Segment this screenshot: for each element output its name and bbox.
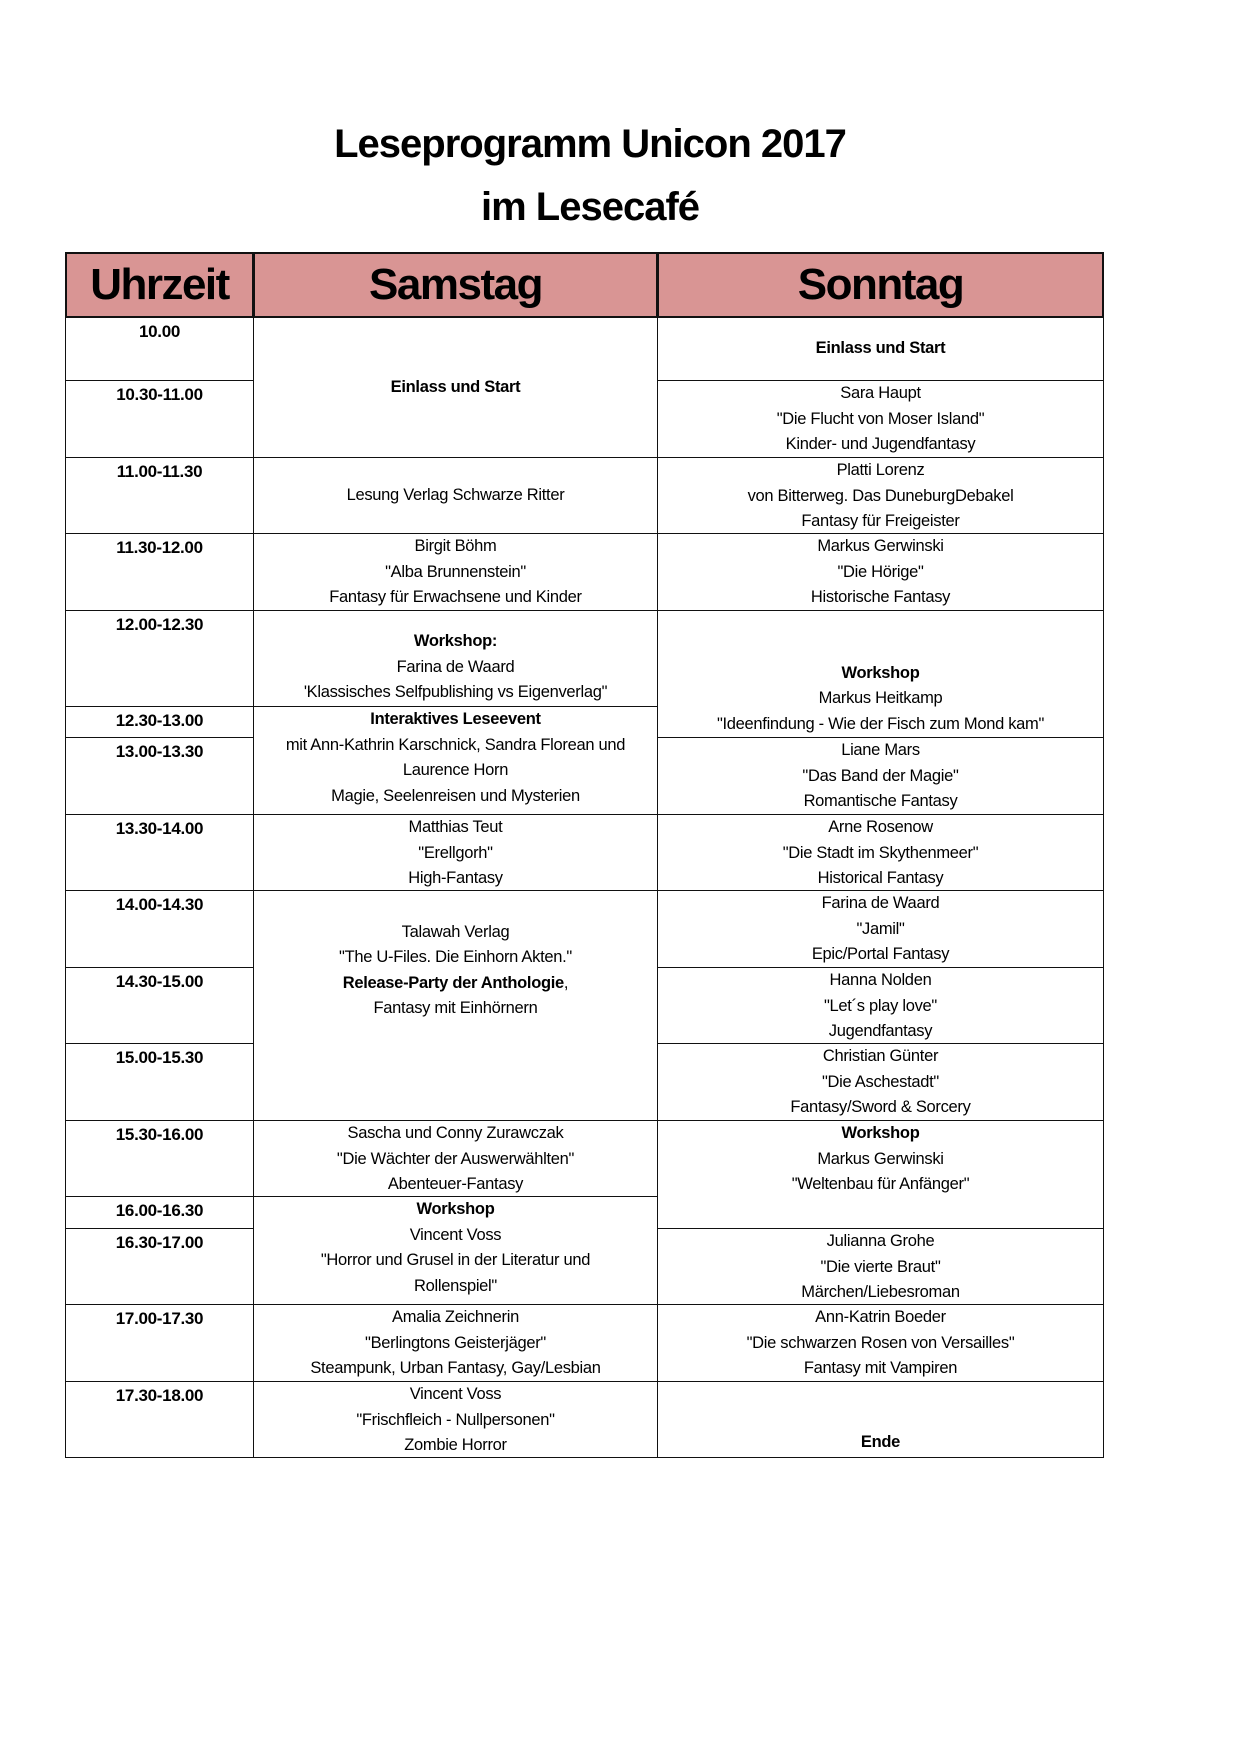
event-heading [842, 661, 920, 687]
event-line-text: Hanna Nolden [829, 971, 932, 989]
event-line-text: Vincent Voss [409, 1225, 502, 1244]
event-heading [414, 629, 497, 655]
event-line-text: Farina de Waard [821, 894, 940, 912]
event-line-text: Magie, Seelenreisen und Mysterien [331, 786, 580, 805]
event-line [811, 585, 950, 611]
event-line-text: "Frischfleich - Nullpersonen" [356, 1410, 555, 1429]
event-line-text: Fantasy/Sword & Sorcery [790, 1098, 971, 1116]
event-line [348, 1121, 564, 1147]
event-line-text: Workshop [416, 1200, 495, 1218]
event-line [374, 996, 538, 1022]
document-subtitle: im Lesecafé [480, 185, 700, 229]
samstag-event-cell [253, 814, 658, 891]
event-line [824, 994, 937, 1020]
event-line-text: mit Ann-Kathrin Karschnick, Sandra Florean und [285, 735, 626, 754]
sonntag-event-cell [657, 457, 1104, 534]
event-line [837, 560, 923, 586]
sonntag-event-cell [657, 890, 1104, 968]
time-cell: 15.30-16.00 [65, 1120, 254, 1197]
time-cell: 17.00-17.30 [65, 1304, 254, 1382]
event-line [790, 1095, 970, 1121]
event-line [802, 764, 958, 790]
event-line-text: Zombie Horror [404, 1436, 507, 1454]
event-line-text: Rollenspiel" [414, 1276, 497, 1295]
event-line [329, 585, 581, 611]
event-heading [417, 1197, 495, 1223]
sonntag-event-cell [657, 1043, 1104, 1121]
header-uhrzeit: Uhrzeit [65, 252, 254, 318]
time-cell: 12.00-12.30 [65, 610, 254, 707]
event-line [820, 1255, 940, 1281]
event-line [748, 484, 1014, 510]
event-line-text: "Das Band der Magie" [802, 766, 959, 785]
sonntag-event-cell [657, 533, 1104, 611]
time-cell: 10.00 [65, 317, 254, 381]
event-line [856, 917, 904, 943]
event-line-text: "Die schwarzen Rosen von Versailles" [746, 1333, 1015, 1352]
document-title: Leseprogramm Unicon 2017 [334, 122, 846, 166]
event-line [286, 733, 625, 759]
event-line-text: Epic/Portal Fantasy [811, 945, 950, 963]
event-line [410, 1223, 502, 1249]
event-line-text: Christian Günter [822, 1047, 939, 1065]
event-line [304, 680, 607, 706]
event-line-text: "Ideenfindung - Wie der Fisch zum Mond kam" [716, 714, 1045, 733]
event-line-text: "Die vierte Braut" [820, 1257, 941, 1276]
event-line-text: Fantasy mit Vampiren [803, 1359, 958, 1377]
event-line-text: Birgit Böhm [414, 537, 497, 555]
event-line [829, 1019, 932, 1045]
event-heading [816, 336, 946, 362]
event-line [337, 1147, 574, 1173]
event-line-text: Sara Haupt [840, 384, 921, 402]
event-line [392, 1305, 519, 1331]
event-line-text: "Berlingtons Geisterjäger" [365, 1333, 546, 1352]
event-line [822, 891, 940, 917]
event-line-text: "Die Wächter der Auswerwählten" [336, 1149, 575, 1168]
time-cell: 16.00-16.30 [65, 1196, 254, 1229]
event-line-text: Fantasy mit Einhörnern [373, 999, 538, 1017]
event-line-text: "Die Flucht von Moser Island" [776, 409, 985, 428]
event-line-text: Historical Fantasy [817, 869, 944, 887]
event-line [841, 738, 920, 764]
event-line-text: Historische Fantasy [810, 588, 951, 606]
samstag-event-cell [253, 890, 658, 1121]
event-line [837, 458, 925, 484]
time-cell: 15.00-15.30 [65, 1043, 254, 1121]
event-line-text: "The U-Files. Die Einhorn Akten." [339, 948, 572, 966]
event-line-text: "Horror und Grusel in der Literatur und [320, 1251, 591, 1269]
event-line [783, 841, 979, 867]
event-line-text: "Let´s play love" [823, 996, 937, 1015]
event-line-text: Märchen/Liebesroman [801, 1283, 960, 1301]
event-line-text: Markus Gerwinski [817, 1149, 944, 1168]
event-line [747, 1331, 1015, 1357]
event-line-text: "Alba Brunnenstein" [385, 562, 526, 581]
event-heading [370, 707, 540, 733]
event-line-text: von Bitterweg. Das DuneburgDebakel [747, 486, 1014, 505]
samstag-event-cell [253, 610, 658, 707]
event-line-text: Ende [860, 1432, 901, 1451]
event-line [840, 381, 920, 407]
event-line-text: Liane Mars [841, 741, 920, 759]
sonntag-event-cell [657, 1304, 1104, 1382]
event-line-text: Interaktives Leseevent [370, 710, 541, 728]
samstag-event-cell [253, 1120, 658, 1197]
sonntag-event-cell [657, 814, 1104, 891]
event-line-text: Workshop [841, 1124, 920, 1143]
sonntag-event-cell [657, 967, 1104, 1044]
event-line [408, 866, 503, 892]
sonntag-event-cell [657, 610, 1104, 738]
event-line-text: Fantasy für Erwachsene und Kinder [329, 588, 582, 606]
event-line-text: Laurence Horn [402, 761, 509, 779]
event-line-text: "Jamil" [856, 919, 905, 938]
samstag-event-cell [253, 706, 658, 815]
event-line [410, 1382, 502, 1408]
time-cell: 11.30-12.00 [65, 533, 254, 611]
samstag-event-cell [253, 1196, 658, 1305]
event-line-suffix: , [563, 973, 569, 992]
event-line [819, 686, 943, 712]
sonntag-event-cell [657, 737, 1104, 815]
sonntag-event-cell [657, 1228, 1104, 1305]
samstag-event-cell [253, 533, 658, 611]
samstag-event-cell [253, 1381, 658, 1458]
time-cell: 14.00-14.30 [65, 890, 254, 968]
event-line-text: Arne Rosenow [828, 818, 933, 836]
event-line [804, 1356, 957, 1382]
event-line-text: "Die Hörige" [837, 562, 924, 581]
event-line-text: Abenteuer-Fantasy [387, 1175, 524, 1193]
event-line-text: Workshop [841, 663, 920, 682]
event-line-text: Platti Lorenz [836, 461, 925, 479]
time-cell: 16.30-17.00 [65, 1228, 254, 1305]
samstag-event-cell [253, 457, 658, 534]
event-line [402, 920, 510, 946]
event-line-text: Sascha und Conny Zurawczak [347, 1124, 564, 1142]
event-line [365, 1331, 546, 1357]
event-line [331, 784, 580, 810]
event-line-text: "Weltenbau für Anfänger" [791, 1175, 970, 1194]
event-line [388, 1172, 523, 1198]
samstag-event-cell [253, 1304, 658, 1382]
event-heading [343, 971, 568, 997]
event-line-text: Release-Party der Anthologie [342, 973, 564, 992]
event-line [817, 534, 943, 560]
event-line [717, 712, 1044, 738]
time-cell: 12.30-13.00 [65, 706, 254, 738]
event-line-text: Kinder- und Jugendfantasy [785, 435, 976, 453]
event-line [786, 432, 976, 458]
event-line [397, 655, 515, 681]
event-line-text: Vincent Voss [409, 1385, 502, 1403]
event-line-text: "Die Stadt im Skythenmeer" [782, 843, 979, 862]
event-line [356, 1408, 554, 1434]
event-line-text: Jugendfantasy [828, 1022, 933, 1040]
event-line-text: Matthias Teut [408, 818, 503, 836]
event-line-text: Ann-Katrin Boeder [815, 1308, 946, 1326]
event-line [804, 789, 958, 815]
event-line-text: Fantasy für Freigeister [801, 512, 960, 530]
event-line-text: Workshop: [413, 632, 498, 651]
event-line [777, 407, 985, 433]
event-line-text: Talawah Verlag [401, 922, 510, 941]
event-line [321, 1248, 590, 1274]
event-line-text: Markus Gerwinski [817, 537, 944, 555]
event-line [828, 815, 933, 841]
event-line [339, 945, 572, 971]
event-line [830, 968, 932, 994]
event-line [404, 1433, 506, 1459]
event-line [818, 866, 944, 892]
event-line [310, 1356, 600, 1382]
event-line-text: Steampunk, Urban Fantasy, Gay/Lesbian [310, 1359, 601, 1377]
header-samstag: Samstag [253, 252, 658, 318]
event-line [822, 1070, 939, 1096]
sonntag-event-cell [657, 1120, 1104, 1229]
event-line [409, 815, 503, 841]
event-line [827, 1229, 935, 1255]
event-line-text: Einlass und Start [815, 339, 946, 358]
event-line-text: Amalia Zeichnerin [392, 1308, 519, 1326]
event-line [418, 841, 492, 867]
event-line [817, 1147, 943, 1173]
event-line [403, 758, 508, 784]
event-line [812, 942, 949, 968]
event-line-text: Lesung Verlag Schwarze Ritter [346, 485, 565, 504]
event-line [414, 1274, 497, 1300]
event-line [792, 1172, 970, 1198]
time-cell: 17.30-18.00 [65, 1381, 254, 1458]
event-line-text: Julianna Grohe [826, 1232, 935, 1250]
event-line-text: Markus Heitkamp [818, 689, 943, 707]
event-heading [842, 1121, 920, 1147]
event-line-text: "Erellgorh" [418, 843, 493, 862]
event-line-text: 'Klassisches Selfpublishing vs Eigenverlag" [303, 683, 608, 702]
samstag-event-cell [253, 317, 658, 458]
event-line [801, 509, 959, 535]
event-line-text: Einlass und Start [390, 377, 521, 396]
event-heading [861, 1430, 900, 1456]
sonntag-event-cell [657, 1381, 1104, 1458]
event-line-text: "Die Aschestadt" [822, 1072, 939, 1091]
event-line-text: High-Fantasy [408, 869, 503, 887]
time-cell: 13.00-13.30 [65, 737, 254, 815]
event-line [347, 483, 565, 509]
time-cell: 14.30-15.00 [65, 967, 254, 1044]
event-line-text: Romantische Fantasy [803, 792, 958, 810]
header-sonntag: Sonntag [657, 252, 1104, 318]
time-cell: 13.30-14.00 [65, 814, 254, 891]
event-heading [391, 375, 521, 401]
event-line [823, 1044, 938, 1070]
time-cell: 10.30-11.00 [65, 380, 254, 458]
event-line-text: Farina de Waard [396, 657, 515, 676]
event-line [815, 1305, 946, 1331]
event-line [415, 534, 497, 560]
sonntag-event-cell [657, 380, 1104, 458]
event-line [801, 1280, 959, 1306]
sonntag-event-cell [657, 317, 1104, 381]
time-cell: 11.00-11.30 [65, 457, 254, 534]
event-line [385, 560, 526, 586]
